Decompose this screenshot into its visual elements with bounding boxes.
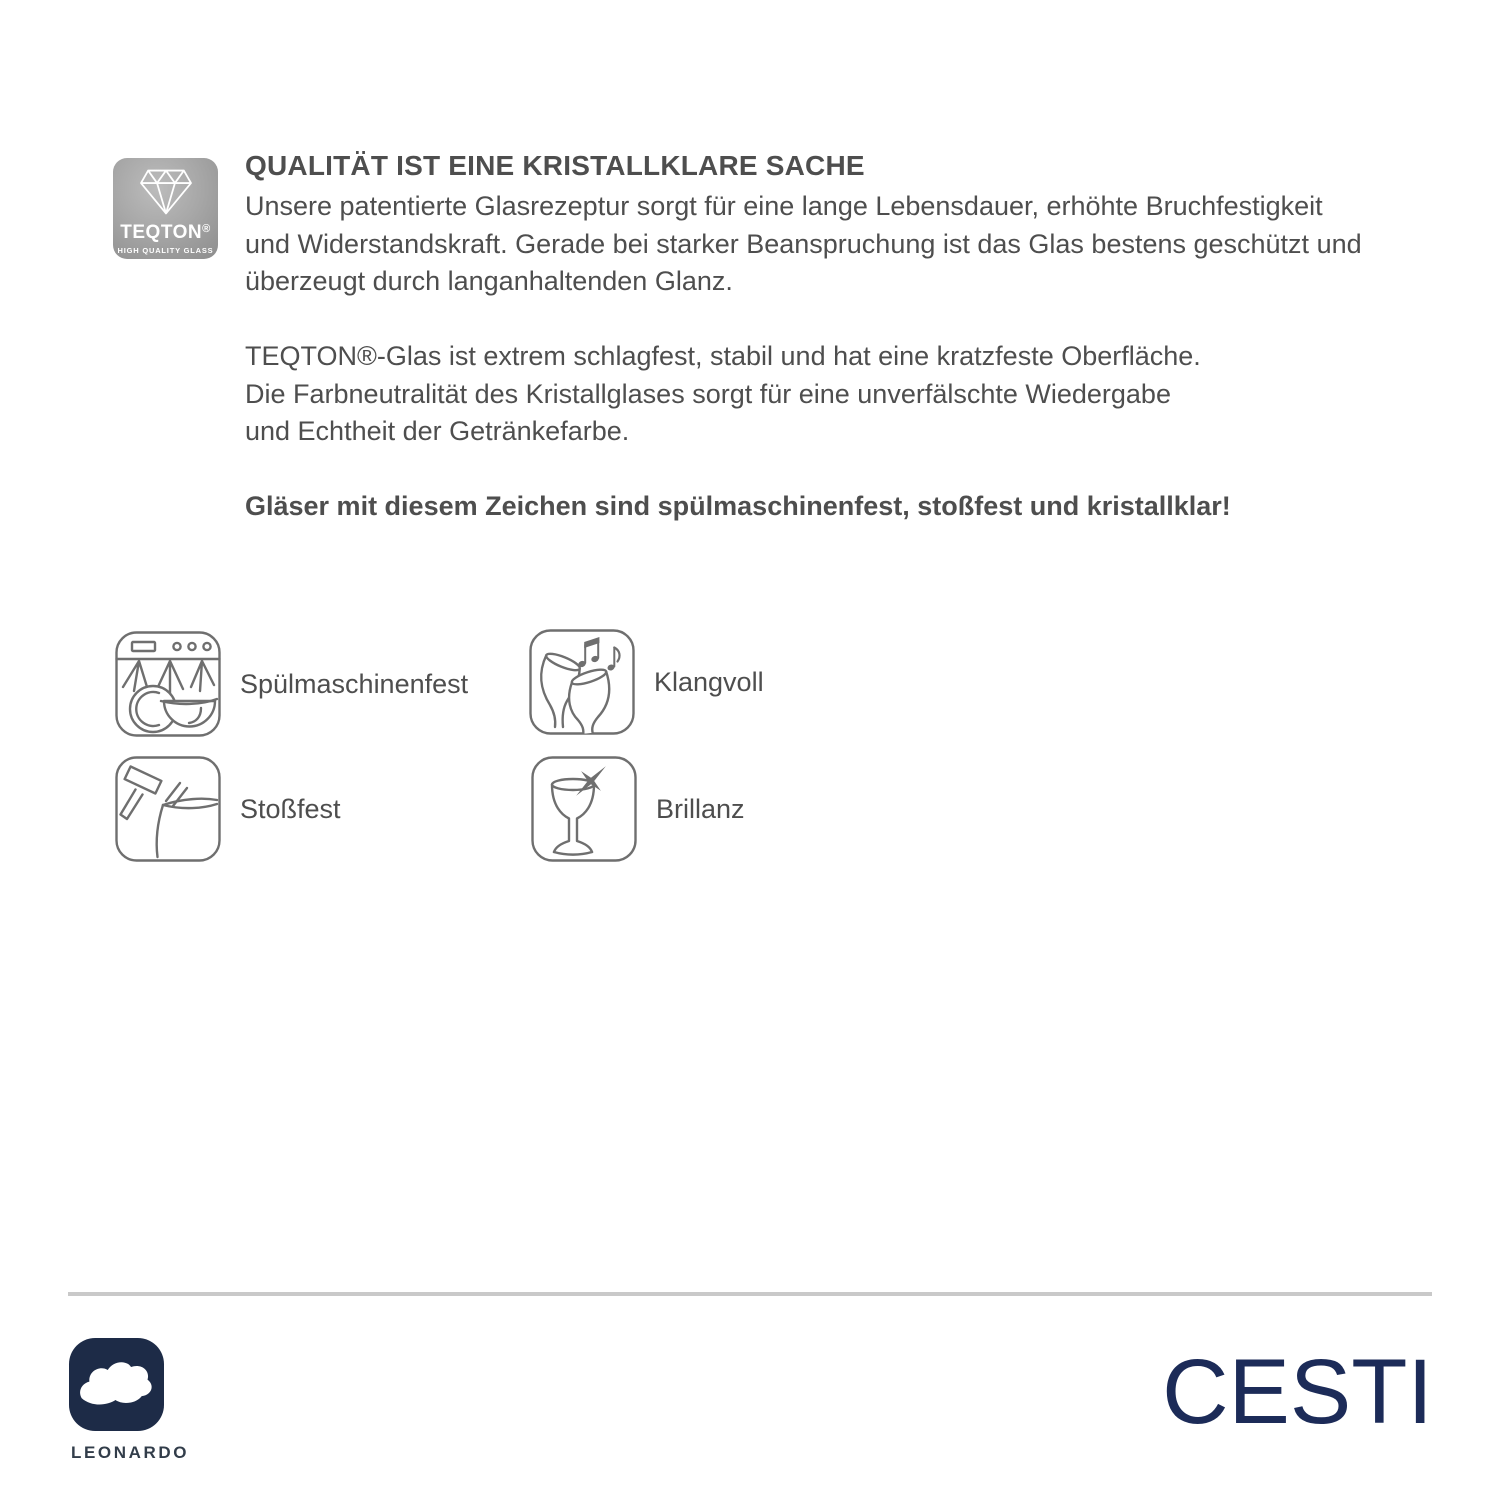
paragraph-glass-recipe bbox=[245, 188, 1362, 301]
brand-wordmark: LEONARDO bbox=[71, 1443, 190, 1462]
text-line: und Echtheit der Getränkefarbe. bbox=[245, 416, 630, 446]
feature-label: Brillanz bbox=[656, 793, 745, 824]
clinking-glasses-music-icon bbox=[527, 627, 637, 737]
sparkling-glass-icon bbox=[529, 754, 639, 864]
paragraph-teqton-glass bbox=[245, 338, 1201, 451]
teqton-quality-badge bbox=[113, 158, 218, 259]
feature-label: Klangvoll bbox=[654, 666, 764, 697]
feature-sound bbox=[527, 627, 764, 737]
feature-dishwasher-safe bbox=[113, 629, 468, 739]
hammer-glass-icon bbox=[113, 754, 223, 864]
text-line: Unsere patentierte Glasrezeptur sorgt für eine lange Lebensdauer, erhöhte Bruchfestigkeit bbox=[245, 191, 1323, 221]
highlight-sentence: Gläser mit diesem Zeichen sind spülmaschinenfest, stoßfest und kristallklar! bbox=[245, 491, 1231, 521]
footer-divider bbox=[68, 1292, 1432, 1296]
section-heading: QUALITÄT IST EINE KRISTALLKLARE SACHE bbox=[245, 150, 865, 181]
badge-title: TEQTON® bbox=[120, 222, 211, 243]
feature-brilliance bbox=[529, 754, 745, 864]
feature-shock-proof bbox=[113, 754, 341, 864]
product-name: CESTI bbox=[1162, 1341, 1433, 1443]
text-line: überzeugt durch langanhaltenden Glanz. bbox=[245, 266, 733, 296]
diamond-icon bbox=[137, 167, 195, 217]
dishwasher-icon bbox=[113, 629, 223, 739]
feature-label: Stoßfest bbox=[240, 793, 341, 824]
feature-label: Spülmaschinenfest bbox=[240, 668, 469, 699]
text-line: Die Farbneutralität des Kristallglases sorgt für eine unverfälschte Wiedergabe bbox=[245, 378, 1171, 409]
text-line: TEQTON®-Glas ist extrem schlagfest, stabil und hat eine kratzfeste Oberfläche. bbox=[245, 341, 1201, 371]
badge-subtitle: HIGH QUALITY GLASS bbox=[117, 246, 214, 255]
text-line: und Widerstandskraft. Gerade bei starker Beanspruchung ist das Glas bestens geschützt und bbox=[245, 228, 1362, 259]
leonardo-logo-icon bbox=[68, 1337, 165, 1432]
